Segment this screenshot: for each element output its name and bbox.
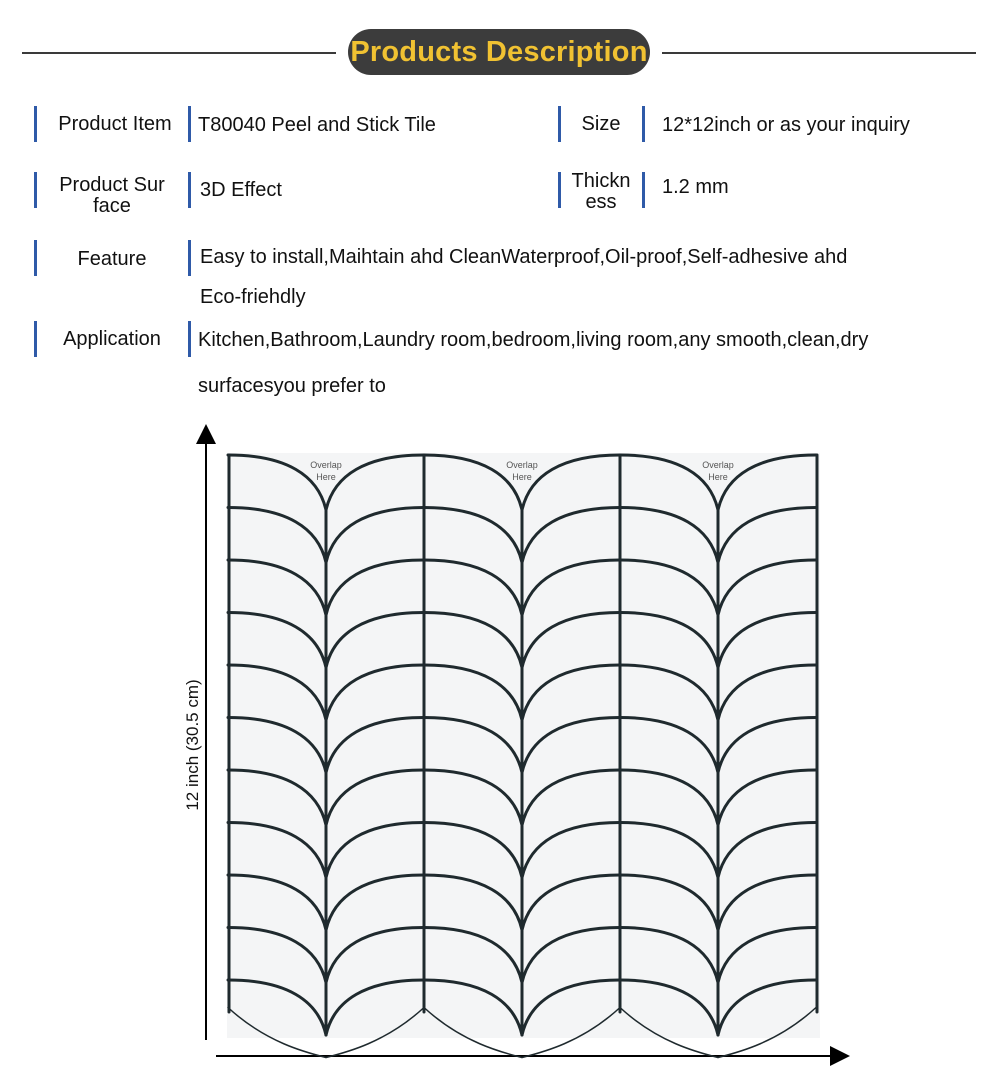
section-title: Products Description — [350, 35, 648, 68]
product-surface-label-line2: face — [93, 195, 131, 217]
overlap-label-line2: Here — [512, 472, 532, 482]
overlap-label-line1: Overlap — [506, 460, 538, 470]
product-item-label: Product Item — [58, 113, 172, 135]
product-surface-value: 3D Effect — [200, 179, 282, 201]
application-value-line2: surfacesyou prefer to — [198, 375, 386, 397]
feature-value-line2: Eco-friehdly — [200, 286, 306, 308]
thickness-label-line1: Thickn — [571, 170, 631, 192]
product-surface-label-line1: Product Sur — [59, 174, 165, 196]
application-label: Application — [63, 328, 161, 350]
size-value: 12*12inch or as your inquiry — [662, 114, 910, 136]
overlap-label-line1: Overlap — [310, 460, 342, 470]
application-value-line1: Kitchen,Bathroom,Laundry room,bedroom,living room,any smooth,clean,dry — [198, 329, 869, 351]
height-label: 12 inch (30.5 cm) — [183, 679, 202, 811]
product-item-value: T80040 Peel and Stick Tile — [198, 114, 436, 136]
size-label: Size — [581, 113, 621, 135]
overlap-label-line1: Overlap — [702, 460, 734, 470]
overlap-label-line2: Here — [708, 472, 728, 482]
thickness-value: 1.2 mm — [662, 176, 729, 198]
feature-value-line1: Easy to install,Maihtain ahd CleanWaterproof,Oil-proof,Self-adhesive ahd — [200, 246, 848, 268]
thickness-label-line2: ess — [585, 191, 617, 213]
feature-label: Feature — [77, 248, 147, 270]
overlap-label-line2: Here — [316, 472, 336, 482]
